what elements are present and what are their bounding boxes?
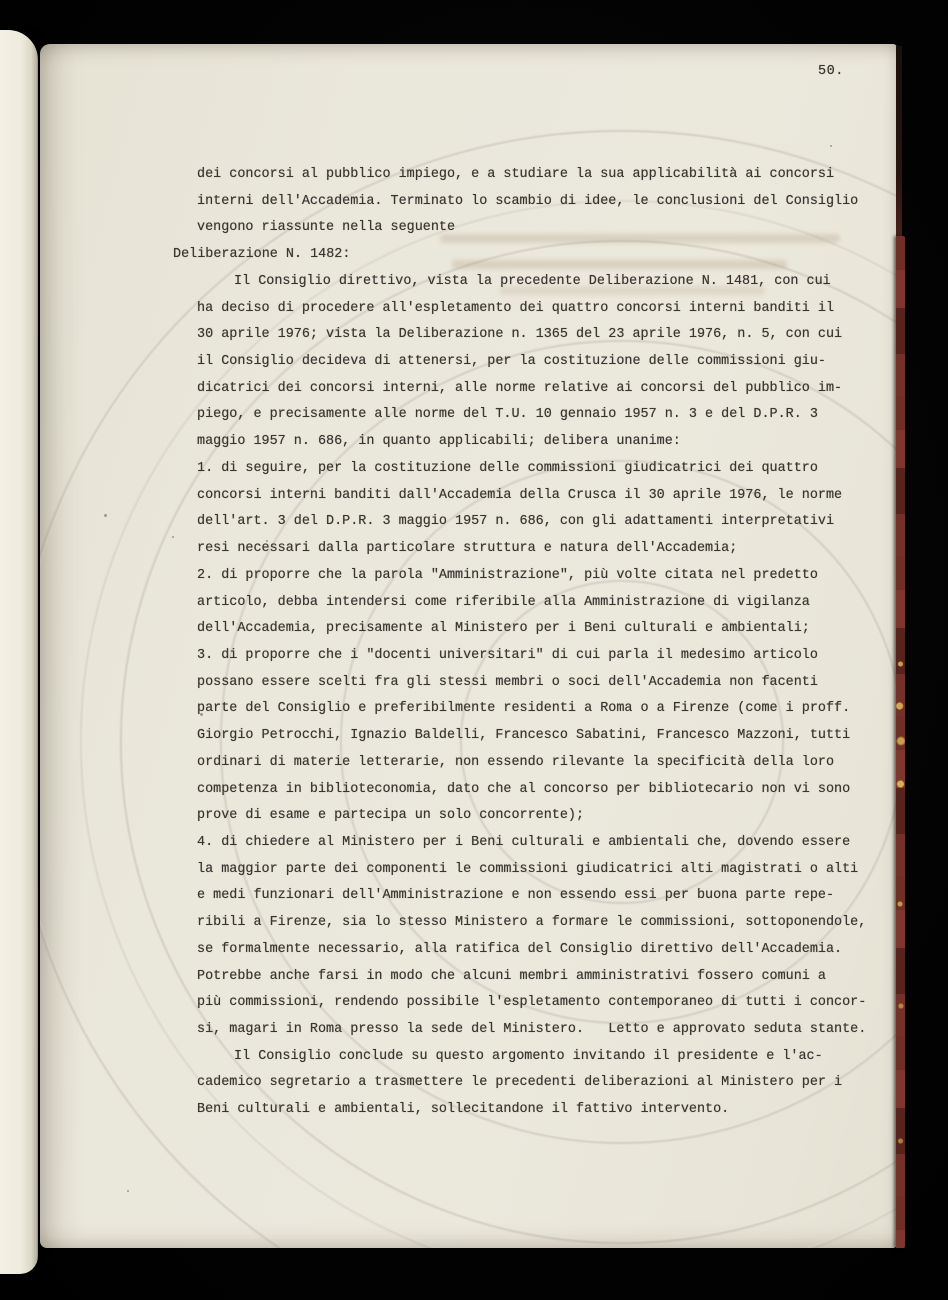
text-line: il Consiglio decideva di attenersi, per la costituzione delle commissioni giu- xyxy=(197,354,826,370)
text-line: si, magari in Roma presso la sede del Ministero. Letto e approvato seduta stante. xyxy=(197,1022,867,1037)
book-cover-edge-shadow xyxy=(896,46,902,236)
text-line: concorsi interni banditi dall'Accademia della Crusca il 30 aprile 1976, le norme xyxy=(197,487,843,503)
text-line: dell'art. 3 del D.P.R. 3 maggio 1957 n. 686, con gli adattamenti interpretativi xyxy=(197,514,835,530)
page-number: 50. xyxy=(818,64,844,79)
text-line: prove di esame e partecipa un solo concorrente); xyxy=(197,808,585,824)
text-line: vengono riassunte nella seguente xyxy=(197,220,456,236)
text-line: competenza in biblioteconomia, dato che al concorso per bibliotecario non vi sono xyxy=(197,781,851,797)
text-line: maggio 1957 n. 686, in quanto applicabili; delibera unanime: xyxy=(197,434,681,450)
text-line: parte del Consiglio e preferibilmente residenti a Roma o a Firenze (come i proff. xyxy=(197,701,851,717)
document-lines xyxy=(173,162,897,1124)
text-line: Il Consiglio direttivo, vista la precedente Deliberazione N. 1481, con cui xyxy=(234,273,831,289)
text-line: cademico segretario a trasmettere le precedenti deliberazioni al Ministero per i xyxy=(197,1075,843,1091)
text-line: ribili a Firenze, sia lo stesso Ministero a formare le commissioni, sottoponendole, xyxy=(197,915,867,931)
text-line: ordinari di materie letterarie, non essendo rilevante la specificità della loro xyxy=(197,754,835,770)
text-line: articolo, debba intendersi come riferibile alla Amministrazione di vigilanza xyxy=(197,594,810,610)
text-line: possano essere scelti fra gli stessi membri o soci dell'Accademia non facenti xyxy=(197,674,818,690)
text-line: 1. di seguire, per la costituzione delle commissioni giudicatrici dei quattro xyxy=(197,460,818,476)
text-line: 3. di proporre che i "docenti universitari" di cui parla il medesimo articolo xyxy=(197,647,818,663)
text-line: se formalmente necessario, alla ratifica del Consiglio direttivo dell'Accademia. xyxy=(197,941,843,957)
book-cover-edge xyxy=(896,236,905,1248)
text-line: piego, e precisamente alle norme del T.U. 10 gennaio 1957 n. 3 e del D.P.R. 3 xyxy=(197,407,818,423)
dust-speck xyxy=(127,1190,129,1192)
text-line: dei concorsi al pubblico impiego, e a studiare la sua applicabilità ai concorsi xyxy=(197,167,835,182)
text-line: più commissioni, rendendo possibile l'espletamento contemporaneo di tutti i concor- xyxy=(197,995,867,1011)
text-line: ha deciso di procedere all'espletamento dei quattro concorsi interni banditi il xyxy=(197,300,835,316)
text-line: e medi funzionari dell'Amministrazione e non essendo essi per buona parte repe- xyxy=(197,888,835,904)
text-line: 4. di chiedere al Ministero per i Beni culturali e ambientali che, dovendo essere xyxy=(197,834,851,850)
dust-speck xyxy=(830,145,832,147)
text-line: 2. di proporre che la parola "Amministrazione", più volte citata nel predetto xyxy=(197,567,818,583)
previous-page-edge xyxy=(0,30,38,1274)
text-line: la maggior parte dei componenti le commissioni giudicatrici alti magistrati o alti xyxy=(197,861,859,877)
text-line: Il Consiglio conclude su questo argomento invitando il presidente e l'ac- xyxy=(234,1048,823,1064)
text-line: dell'Accademia, precisamente al Ministero per i Beni culturali e ambientali; xyxy=(197,621,810,637)
text-line: resi necessari dalla particolare struttura e natura dell'Accademia; xyxy=(197,541,738,557)
deliberation-heading-line: Deliberazione N. 1482: xyxy=(173,247,351,263)
text-line: Beni culturali e ambientali, sollecitandone il fattivo intervento. xyxy=(197,1102,730,1118)
dust-speck xyxy=(172,536,174,538)
dust-speck xyxy=(104,514,107,517)
text-line: Potrebbe anche farsi in modo che alcuni membri amministrativi fossero comuni a xyxy=(197,968,826,984)
text-line: Giorgio Petrocchi, Ignazio Baldelli, Francesco Sabatini, Francesco Mazzoni, tutti xyxy=(197,728,851,744)
text-line: 30 aprile 1976; vista la Deliberazione n. 1365 del 23 aprile 1976, n. 5, con cui xyxy=(197,327,843,343)
text-line: interni dell'Accademia. Terminato lo scambio di idee, le conclusioni del Consiglio xyxy=(197,193,859,209)
document-page xyxy=(40,44,897,1248)
text-line: dicatrici dei concorsi interni, alle norme relative ai concorsi del pubblico im- xyxy=(197,380,843,396)
